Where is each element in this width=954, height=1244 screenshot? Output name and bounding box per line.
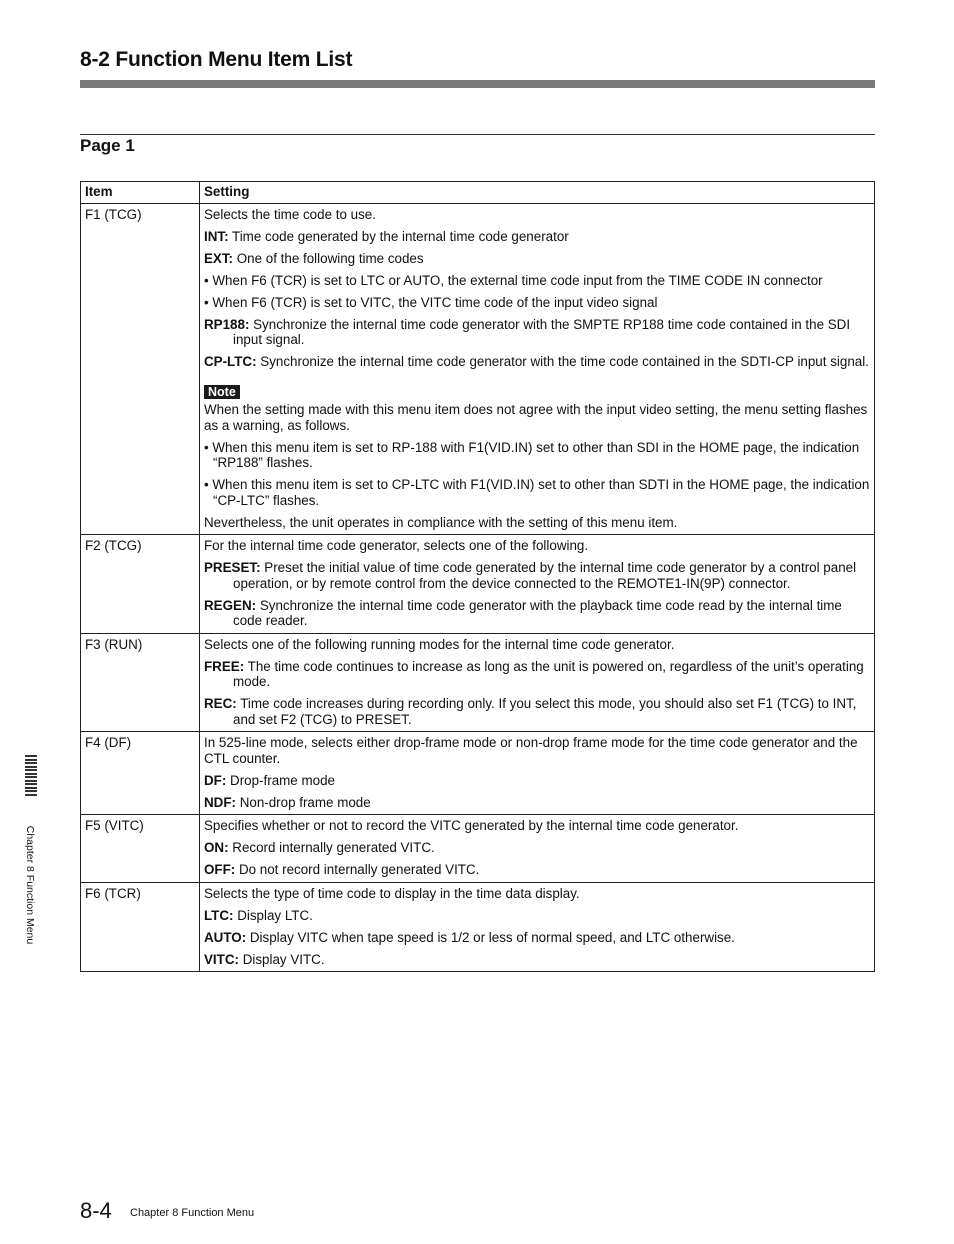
option-description: Time code generated by the internal time code generator [228, 228, 569, 244]
title-rule-bar [80, 80, 875, 88]
option-term: FREE: [204, 658, 245, 674]
option-term: REC: [204, 696, 237, 711]
option-definition [204, 773, 870, 789]
setting-cell [200, 882, 875, 972]
bullet-item: • When this menu item is set to RP-188 with F1(VID.IN) set to other than SDI in the HOME page, the indication “RP188” flashes. [204, 439, 860, 470]
setting-cell [200, 535, 875, 634]
thumb-index-line [25, 755, 37, 757]
option-term: DF: [204, 772, 227, 788]
page-subheading: Page 1 [80, 136, 135, 155]
table-row [81, 732, 875, 815]
bullet-item: • When F6 (TCR) is set to VITC, the VITC time code of the input video signal [204, 294, 658, 310]
option-description: Display VITC. [238, 951, 325, 967]
subheading-rule [80, 134, 875, 135]
option-definition [204, 952, 870, 968]
setting-paragraph: Specifies whether or not to record the VITC generated by the internal time code generator. [204, 818, 739, 833]
option-definition [204, 598, 870, 629]
item-cell: F3 (RUN) [81, 633, 200, 732]
table-row [81, 815, 875, 883]
thumb-index-line [25, 776, 37, 778]
option-description: Synchronize the internal time code generator with the SMPTE RP188 time code contained in the SDI input signal. [233, 316, 851, 347]
item-cell: F2 (TCG) [81, 535, 200, 634]
option-description: Time code increases during recording only. If you select this mode, you should also set F1 (TCG) to INT, and set F2 (TCG) to PRESET. [233, 696, 857, 727]
thumb-index-line [25, 790, 37, 792]
option-definition [204, 840, 870, 856]
table-body [81, 203, 875, 972]
option-definition [204, 795, 870, 811]
setting-paragraph: Selects one of the following running modes for the internal time code generator. [204, 636, 675, 652]
option-description: Record internally generated VITC. [228, 840, 435, 855]
option-definition [204, 908, 870, 924]
option-term: EXT: [204, 250, 234, 266]
setting-cell [200, 815, 875, 883]
item-cell: F5 (VITC) [81, 815, 200, 883]
option-term: OFF: [204, 862, 236, 877]
option-term: REGEN: [204, 597, 257, 613]
setting-cell [200, 732, 875, 815]
note-label-wrap [204, 384, 870, 400]
option-description: Display VITC when tape speed is 1/2 or less of normal speed, and LTC otherwise. [246, 929, 735, 945]
option-definition [204, 862, 870, 878]
option-term: LTC: [204, 907, 234, 923]
setting-paragraph: In 525-line mode, selects either drop-frame mode or non-drop frame mode for the time code generator and the CTL counter. [204, 735, 858, 766]
thumb-index-line [25, 773, 37, 775]
option-definition [204, 659, 870, 690]
option-term: PRESET: [204, 560, 261, 575]
thumb-index-line [25, 780, 37, 782]
option-definition [204, 354, 870, 370]
option-description: Do not record internally generated VITC. [235, 862, 480, 877]
option-definition [204, 696, 870, 727]
thumb-index-line [25, 787, 37, 789]
option-definition [204, 930, 870, 946]
thumb-index-line [25, 766, 37, 768]
setting-cell [200, 633, 875, 732]
item-cell: F4 (DF) [81, 732, 200, 815]
option-description: The time code continues to increase as long as the unit is powered on, regardless of the unit’s operating mode. [233, 658, 864, 689]
setting-paragraph: For the internal time code generator, selects one of the following. [204, 538, 589, 553]
side-chapter-label: Chapter 8 Function Menu [24, 825, 36, 945]
table-row [81, 203, 875, 535]
chapter-thumb-index [25, 755, 37, 797]
option-term: ON: [204, 840, 229, 855]
table-row [81, 633, 875, 732]
bullet-item: • When F6 (TCR) is set to LTC or AUTO, the external time code input from the TIME CODE IN connector [204, 272, 823, 288]
setting-paragraph: Selects the time code to use. [204, 206, 376, 222]
page-number: 8-4 [80, 1198, 112, 1223]
option-term: CP-LTC: [204, 354, 257, 369]
option-definition [204, 229, 870, 245]
note-badge: Note [204, 385, 240, 399]
option-description: Preset the initial value of time code generated by the internal time code generator by a control panel operation, or by remote control from the device connected to the REMOTE1-IN(9P) connector. [233, 560, 857, 591]
option-term: RP188: [204, 316, 250, 332]
thumb-index-line [25, 762, 37, 764]
option-description: One of the following time codes [233, 250, 424, 266]
option-description: Synchronize the internal time code generator with the playback time code read by the internal time code reader. [233, 597, 842, 628]
item-cell: F1 (TCG) [81, 203, 200, 535]
option-definition [204, 317, 870, 348]
option-description: Display LTC. [233, 907, 313, 923]
setting-paragraph: Selects the type of time code to display in the time data display. [204, 885, 580, 901]
option-term: INT: [204, 228, 229, 244]
function-menu-table [80, 181, 875, 972]
option-term: VITC: [204, 951, 239, 967]
table-row [81, 535, 875, 634]
column-header-item: Item [81, 182, 200, 204]
table-header-row [81, 182, 875, 204]
option-definition [204, 560, 870, 591]
option-description: Non-drop frame mode [235, 794, 371, 810]
thumb-index-line [25, 769, 37, 771]
thumb-index-line [25, 759, 37, 761]
option-description: Synchronize the internal time code generator with the time code contained in the SDTI-CP input signal. [256, 354, 869, 369]
setting-paragraph: When the setting made with this menu item does not agree with the input video setting, the menu setting flashes as a warning, as follows. [204, 402, 868, 433]
option-definition [204, 251, 870, 267]
bullet-item: • When this menu item is set to CP-LTC with F1(VID.IN) set to other than SDTI in the HOME page, the indication “CP-LTC” flashes. [204, 477, 870, 508]
thumb-index-line [25, 783, 37, 785]
table-row [81, 882, 875, 972]
column-header-setting: Setting [200, 182, 875, 204]
item-cell: F6 (TCR) [81, 882, 200, 972]
setting-cell [200, 203, 875, 535]
footer-chapter-label: Chapter 8 Function Menu [130, 1207, 255, 1219]
thumb-index-line [25, 794, 37, 796]
section-title: 8-2 Function Menu Item List [80, 48, 353, 71]
option-term: NDF: [204, 794, 236, 810]
option-term: AUTO: [204, 929, 247, 945]
setting-paragraph: Nevertheless, the unit operates in compliance with the setting of this menu item. [204, 514, 678, 530]
option-description: Drop-frame mode [226, 772, 335, 788]
